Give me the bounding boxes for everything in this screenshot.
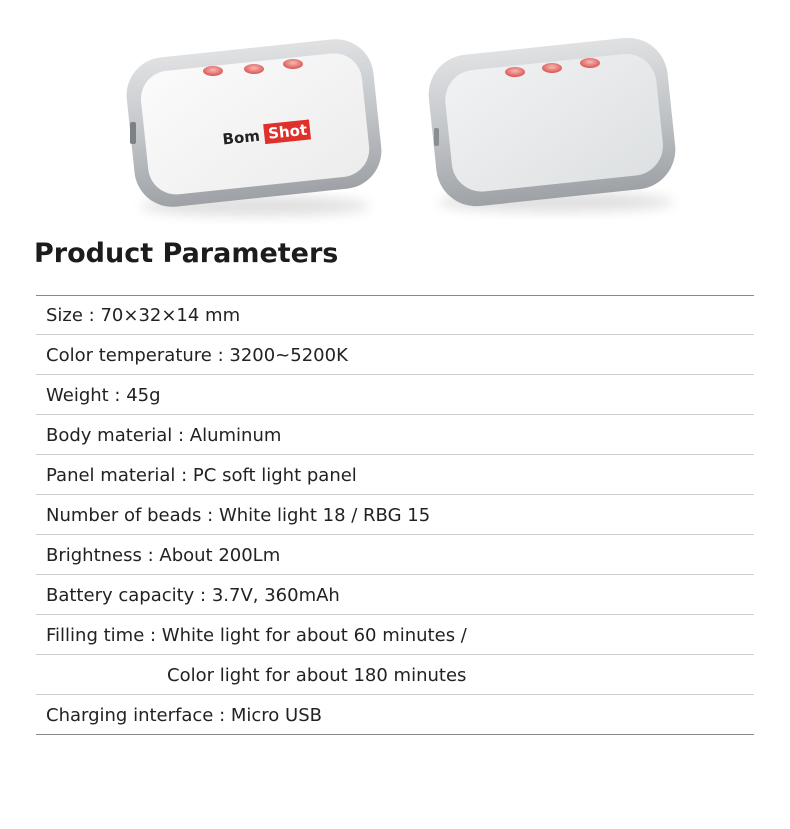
brand-logo-part1: Bom bbox=[221, 126, 261, 149]
param-row-color-temperature: Color temperature : 3200~5200K bbox=[36, 336, 754, 375]
param-row-battery-capacity: Battery capacity : 3.7V, 360mAh bbox=[36, 576, 754, 615]
param-row-brightness: Brightness : About 200Lm bbox=[36, 536, 754, 575]
param-row-size: Size : 70×32×14 mm bbox=[36, 296, 754, 335]
brand-logo-part2: Shot bbox=[267, 120, 308, 143]
section-title: Product Parameters bbox=[34, 238, 339, 269]
param-row-weight: Weight : 45g bbox=[36, 376, 754, 415]
light-device-panel bbox=[425, 34, 680, 212]
param-row-body-material: Body material : Aluminum bbox=[36, 416, 754, 455]
usb-port-icon bbox=[130, 122, 136, 144]
product-photo bbox=[0, 0, 790, 225]
param-row-panel-material: Panel material : PC soft light panel bbox=[36, 456, 754, 495]
param-row-filling-time-continued: Color light for about 180 minutes bbox=[36, 656, 754, 695]
param-row-charging-interface: Charging interface : Micro USB bbox=[36, 696, 754, 735]
param-row-number-of-beads: Number of beads : White light 18 / RBG 15 bbox=[36, 496, 754, 535]
parameters-table bbox=[36, 295, 754, 735]
light-device-front bbox=[123, 35, 385, 216]
param-row-filling-time: Filling time : White light for about 60 minutes / bbox=[36, 616, 754, 655]
